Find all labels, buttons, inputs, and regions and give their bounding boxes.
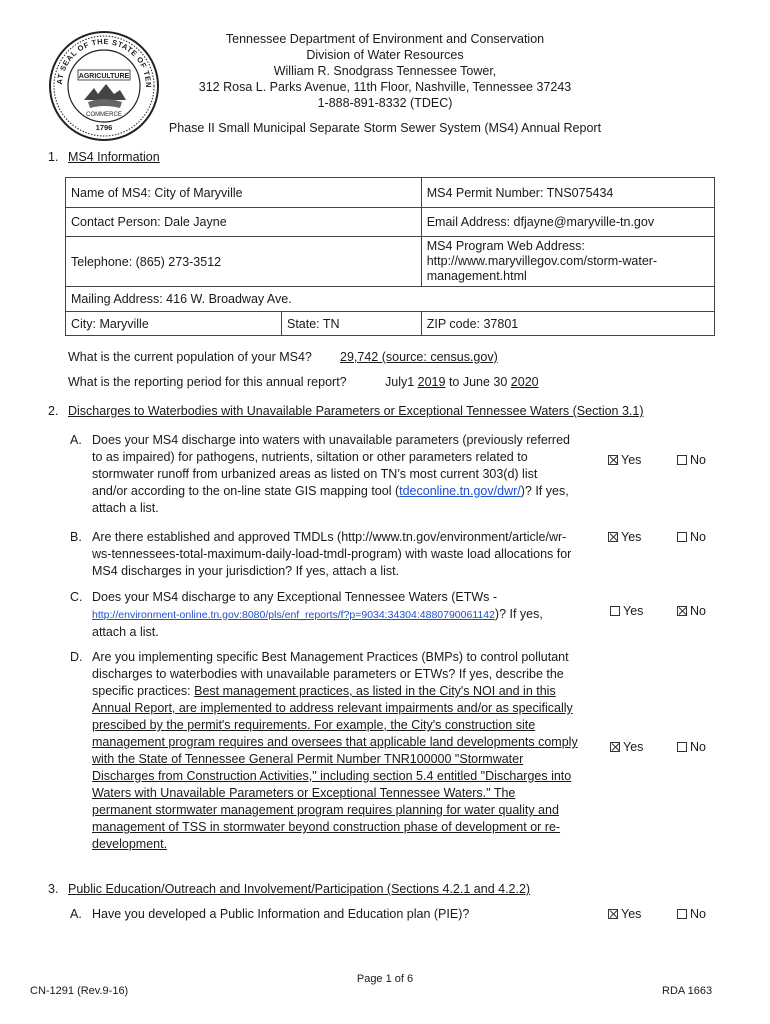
- q2d-letter: D.: [70, 650, 83, 664]
- q2d-yes-option[interactable]: Yes: [610, 740, 643, 754]
- q2b-yes-option[interactable]: Yes: [608, 530, 641, 544]
- state-cell: State: TN: [282, 312, 422, 336]
- q3a-text: Have you developed a Public Information and Education plan (PIE)?: [92, 907, 470, 921]
- mailing-address-cell: Mailing Address: 416 W. Broadway Ave.: [66, 287, 715, 312]
- gis-mapping-link[interactable]: tdeconline.tn.gov/dwr/: [399, 484, 521, 498]
- section-1-title: MS4 Information: [68, 150, 160, 164]
- svg-text:1796: 1796: [95, 123, 113, 132]
- checkbox-checked-icon[interactable]: [608, 909, 618, 919]
- q2a-no-option[interactable]: No: [677, 453, 706, 467]
- q2b-text: Are there established and approved TMDLs (http://www.tn.gov/environment/article/wr- ws-tennessees-total-maximum-daily-load-tmdl-program) with waste load allocations for MS4 discharges in your jurisdiction? If yes, attach a list.: [92, 530, 572, 578]
- section-2-number: 2.: [48, 404, 59, 418]
- etw-report-link[interactable]: http://environment-online.tn.gov:8080/pls/enf_reports/f?p=9034:34304:4880790061142: [92, 609, 495, 621]
- q2c-letter: C.: [70, 590, 83, 604]
- checkbox-empty-icon[interactable]: [677, 742, 687, 752]
- q2a-letter: A.: [70, 433, 82, 447]
- q2a-text: Does your MS4 discharge into waters with unavailable parameters (previously referred to as impaired) for pathogens, nutrients, siltation or other parameters related to stormwater runoff from urbanized areas as listed on TN’s most current 303(d) list and/or according to the on-line state GIS mapping tool (tdeconline.tn.gov/dwr/)? If yes, attach a list.: [92, 433, 570, 515]
- web-address-line: management.html: [426, 269, 527, 283]
- web-address-cell: [421, 237, 714, 287]
- checkbox-empty-icon[interactable]: [610, 606, 620, 616]
- q3a-yes-option[interactable]: Yes: [608, 907, 641, 921]
- zip-cell: ZIP code: 37801: [421, 312, 714, 336]
- q3a-letter: A.: [70, 907, 82, 921]
- section-1-number: 1.: [48, 150, 59, 164]
- reporting-period-answer: July1 2019 to June 30 2020: [385, 375, 539, 389]
- email-cell: Email Address: dfjayne@maryville-tn.gov: [421, 208, 714, 237]
- q2b-no-option[interactable]: No: [677, 530, 706, 544]
- section-3-number: 3.: [48, 882, 59, 896]
- header-line: 312 Rosa L. Parks Avenue, 11th Floor, Nashville, Tennessee 37243: [198, 80, 572, 94]
- checkbox-empty-icon[interactable]: [677, 455, 687, 465]
- checkbox-empty-icon[interactable]: [677, 532, 687, 542]
- agency-header: [170, 31, 600, 111]
- q2d-text: Are you implementing specific Best Management Practices (BMPs) to control pollutant discharges to waterbodies with unavailable parameters or ETWs? If yes, describe the specific practices: Best management practices, as listed in the City's NOI and in this Annual Report, are implemented to address relevant impairments and/or as specifically prescibed by the permit's requirements. For example, the City's construction site management program requires and oversees that applicable land developments comply with the State of Tennessee General Permit Number TNR100000 "Stormwater Discharges from Construction Activities," including section 5.4 entitled "Discharges into Waters with Unavailable Parameters or Exceptional Tennessee Waters." The permanent stormwater management program requires planning for water quality and management of TSS in stormwater beyond construction phase of development or re- development.: [92, 650, 578, 851]
- ms4-name-cell: Name of MS4: City of Maryville: [66, 178, 422, 208]
- section-2-title: Discharges to Waterbodies with Unavailable Parameters or Exceptional Tennessee Waters (Section 3.1): [68, 404, 644, 418]
- svg-text:COMMERCE: COMMERCE: [86, 112, 122, 118]
- permit-number-cell: MS4 Permit Number: TNS075434: [421, 178, 714, 208]
- q2d-no-option[interactable]: No: [677, 740, 706, 754]
- checkbox-empty-icon[interactable]: [677, 909, 687, 919]
- reporting-period-question: What is the reporting period for this annual report?: [68, 375, 347, 389]
- population-answer: 29,742 (source: census.gov): [340, 350, 498, 364]
- form-number: CN-1291 (Rev.9-16): [30, 985, 129, 997]
- rda-number: RDA 1663: [662, 985, 713, 997]
- contact-person-cell: Contact Person: Dale Jayne: [66, 208, 422, 237]
- checkbox-checked-icon[interactable]: [677, 606, 687, 616]
- population-question: What is the current population of your MS4?: [68, 350, 312, 364]
- header-line: William R. Snodgrass Tennessee Tower,: [273, 64, 497, 78]
- city-cell: City: Maryville: [66, 312, 282, 336]
- page-number: Page 1 of 6: [356, 973, 414, 985]
- q2c-yes-option[interactable]: Yes: [610, 604, 643, 618]
- q2b-letter: B.: [70, 530, 82, 544]
- web-address-line: MS4 Program Web Address:: [426, 239, 585, 253]
- section-3-title: Public Education/Outreach and Involvement/Participation (Sections 4.2.1 and 4.2.2): [68, 882, 531, 896]
- svg-text:THE GREAT SEAL OF THE STATE OF: AT SEAL OF THE STATE OF TEN: [54, 36, 154, 89]
- header-line: 1-888-891-8332 (TDEC): [317, 96, 453, 110]
- telephone-cell: Telephone: (865) 273-3512: [66, 237, 422, 287]
- web-address-line: http://www.maryvillegov.com/storm-water-: [426, 254, 658, 268]
- ms4-info-table: [65, 177, 715, 336]
- q2a-yes-option[interactable]: Yes: [608, 453, 641, 467]
- q3a-no-option[interactable]: No: [677, 907, 706, 921]
- checkbox-checked-icon[interactable]: [610, 742, 620, 752]
- svg-text:AGRICULTURE: AGRICULTURE: [78, 73, 130, 80]
- header-line: Division of Water Resources: [306, 48, 464, 62]
- header-line: Tennessee Department of Environment and Conservation: [225, 32, 545, 46]
- checkbox-checked-icon[interactable]: [608, 455, 618, 465]
- q2c-no-option[interactable]: No: [677, 604, 706, 618]
- q2c-text: Does your MS4 discharge to any Exceptional Tennessee Waters (ETWs - http://environment-online.tn.gov:8080/pls/enf_reports/f?p=9034:34304:4880790061142)? If yes, attach a list.: [92, 590, 543, 639]
- checkbox-checked-icon[interactable]: [608, 532, 618, 542]
- report-title: Phase II Small Municipal Separate Storm Sewer System (MS4) Annual Report: [168, 121, 602, 135]
